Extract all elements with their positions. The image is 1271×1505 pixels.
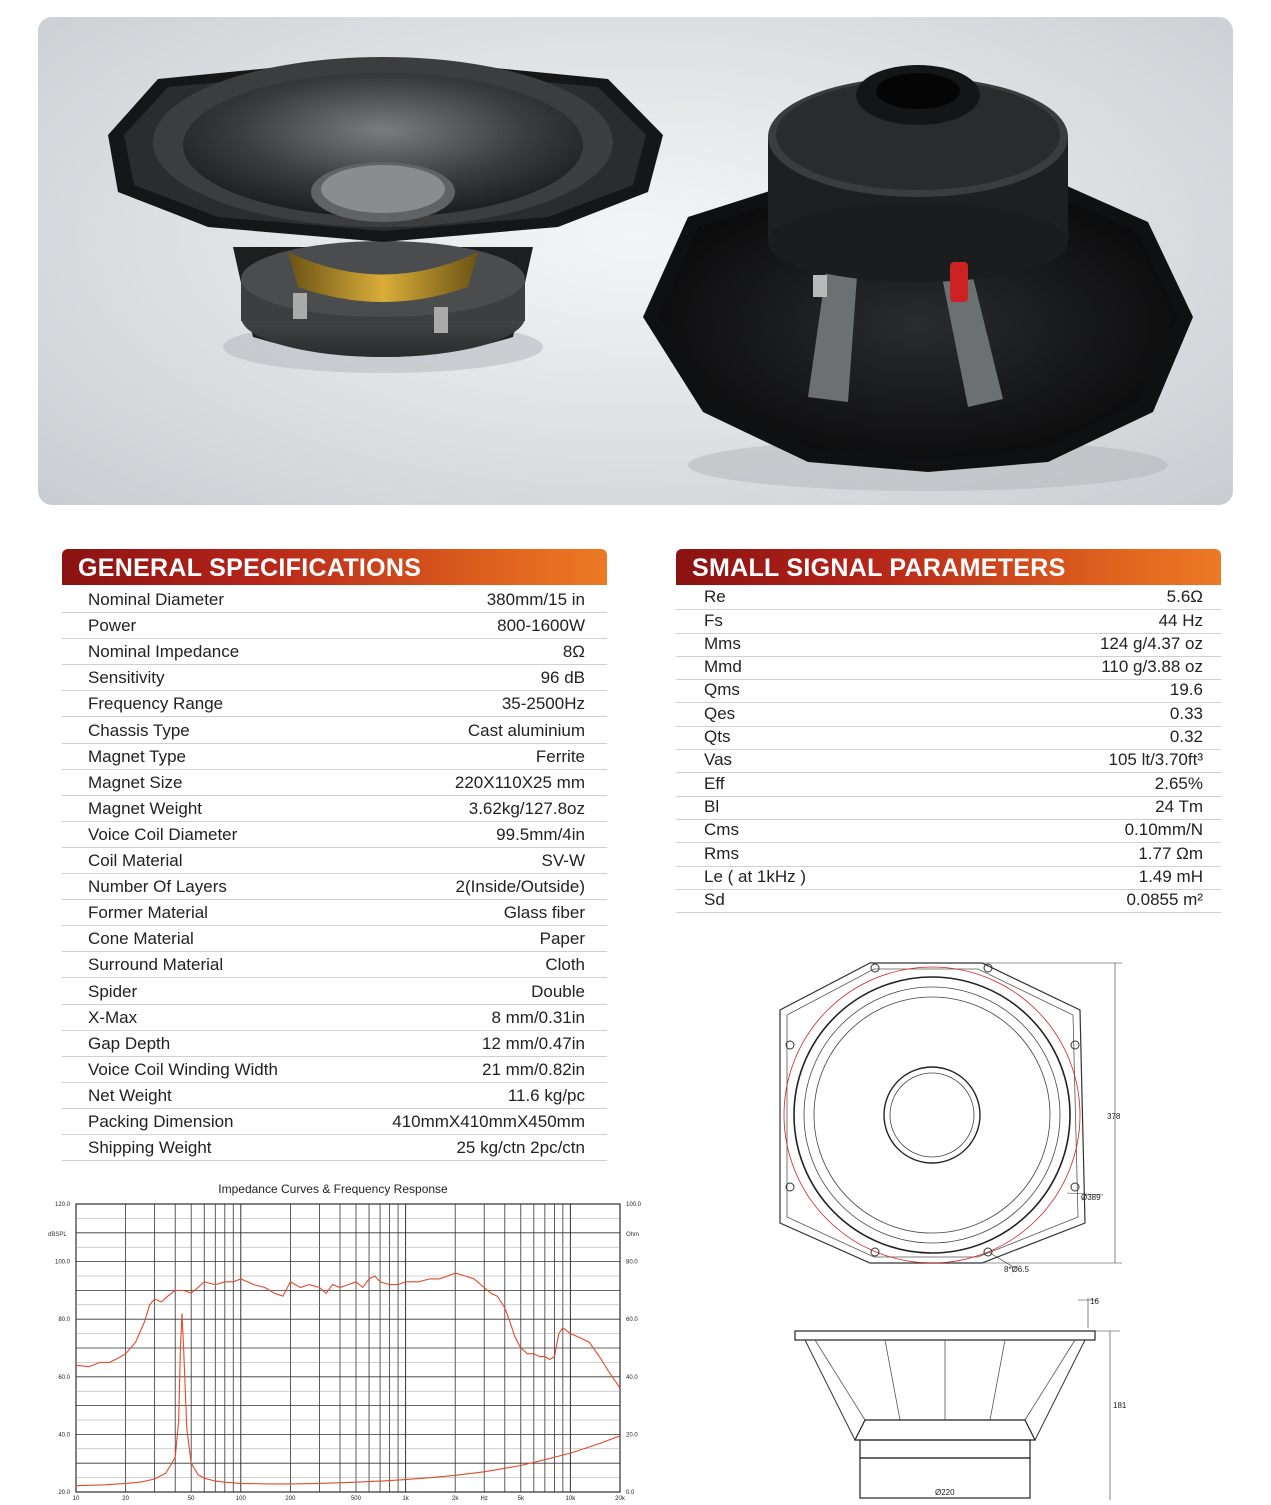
- spec-value: 21 mm/0.82in: [482, 1059, 585, 1079]
- spec-row: [62, 899, 607, 926]
- small-signal-title: SMALL SIGNAL PARAMETERS: [692, 554, 1066, 582]
- spec-value: Cast aluminium: [467, 720, 585, 740]
- spec-label: Voice Coil Diameter: [88, 824, 238, 844]
- spec-value: 105 lt/3.70ft³: [1108, 750, 1203, 770]
- spec-value: 110 g/3.88 oz: [1101, 657, 1203, 677]
- spec-row: [62, 1056, 607, 1083]
- side-dimension-drawing: [780, 1290, 1140, 1500]
- spec-label: Qes: [704, 703, 736, 723]
- spec-label: Magnet Size: [88, 772, 183, 792]
- x-tick-label: 10k: [565, 1496, 576, 1500]
- spec-value: Double: [531, 981, 585, 1001]
- spec-row: [62, 638, 607, 665]
- spec-label: Shipping Weight: [88, 1138, 212, 1158]
- spec-label: Frequency Range: [88, 694, 224, 714]
- spec-row: [62, 795, 607, 822]
- y-left-tick-label: 80.0: [58, 1317, 70, 1324]
- y-right-axis-label: Ohm: [626, 1232, 640, 1238]
- spec-row: [676, 866, 1221, 890]
- spec-value: 19.6: [1169, 680, 1203, 700]
- spec-row: [62, 743, 607, 770]
- spec-label: Number Of Layers: [88, 877, 227, 897]
- spec-value: Ferrite: [535, 746, 585, 766]
- x-tick-label: 10: [72, 1496, 80, 1500]
- spec-row: [676, 633, 1221, 657]
- spec-label: Net Weight: [88, 1085, 172, 1105]
- x-unit-label: Hz: [480, 1496, 488, 1500]
- small-signal-table: [676, 586, 1221, 921]
- spec-value: 0.0855 m²: [1126, 890, 1203, 910]
- spec-row: [62, 925, 607, 952]
- spec-label: X-Max: [88, 1007, 138, 1027]
- small-signal-header: [676, 549, 1221, 585]
- spec-value: 12 mm/0.47in: [482, 1033, 585, 1053]
- spec-label: Power: [88, 616, 137, 636]
- spec-label: Coil Material: [88, 851, 183, 871]
- spec-value: Paper: [539, 929, 585, 949]
- spec-row: [676, 609, 1221, 633]
- spec-value: 0.10mm/N: [1124, 820, 1203, 840]
- impedance-frequency-chart: [38, 1176, 648, 1500]
- spec-value: 0.33: [1169, 703, 1203, 723]
- dim-height-label: 378: [1107, 1112, 1121, 1121]
- spec-row: [62, 951, 607, 978]
- spec-label: Qts: [704, 727, 731, 747]
- spec-value: 44 Hz: [1158, 610, 1203, 630]
- spec-label: Magnet Weight: [88, 798, 203, 818]
- product-photo: [38, 17, 1233, 505]
- y-left-tick-label: 20.0: [58, 1490, 70, 1496]
- spec-row: [676, 842, 1221, 866]
- spec-value: 124 g/4.37 oz: [1099, 633, 1203, 653]
- dim-magnet-label: Ø220: [935, 1488, 955, 1497]
- spec-value: 96 dB: [540, 668, 585, 688]
- general-specs-table: [62, 586, 607, 1160]
- spec-label: Rms: [704, 843, 739, 863]
- spec-row: [62, 1004, 607, 1031]
- spec-row: [62, 1134, 607, 1161]
- spec-row: [62, 821, 607, 848]
- spec-value: 0.32: [1169, 727, 1203, 747]
- spec-row: [62, 690, 607, 717]
- spec-label: Eff: [704, 773, 725, 793]
- spec-value: 220X110X25 mm: [454, 772, 585, 792]
- general-specs-title: GENERAL SPECIFICATIONS: [78, 554, 422, 582]
- x-tick-label: 100: [235, 1496, 246, 1500]
- product-photo-panel: [38, 17, 1233, 505]
- spec-value: 5.6Ω: [1166, 587, 1203, 607]
- spec-row: [62, 1082, 607, 1109]
- spec-label: Cms: [704, 820, 739, 840]
- spec-value: 380mm/15 in: [486, 590, 585, 610]
- spec-row: [676, 586, 1221, 610]
- chart-svg: [38, 1176, 648, 1500]
- x-tick-label: 2k: [452, 1496, 459, 1500]
- spec-row: [62, 873, 607, 900]
- spec-label: Le ( at 1kHz ): [704, 866, 807, 886]
- spec-value: 3.62kg/127.8oz: [468, 798, 585, 818]
- spec-label: Bl: [704, 796, 720, 816]
- spec-row: [62, 1030, 607, 1057]
- spec-value: 410mmX410mmX450mm: [392, 1112, 585, 1132]
- spec-value: 11.6 kg/pc: [507, 1085, 585, 1105]
- spec-value: 800-1600W: [497, 616, 585, 636]
- spec-label: Surround Material: [88, 955, 224, 975]
- spec-label: Vas: [704, 750, 733, 770]
- y-left-tick-label: 120.0: [54, 1202, 70, 1208]
- spec-label: Cone Material: [88, 929, 194, 949]
- x-tick-label: 5k: [517, 1496, 524, 1500]
- general-specs-header: [62, 549, 607, 585]
- spec-row: [676, 819, 1221, 843]
- spec-label: Mmd: [704, 657, 742, 677]
- spec-row: [62, 1108, 607, 1135]
- spec-label: Mms: [704, 633, 741, 653]
- spec-row: [62, 847, 607, 874]
- y-right-tick-label: 20.0: [626, 1432, 638, 1439]
- spec-value: 1.49 mH: [1138, 866, 1203, 886]
- x-tick-label: 20k: [615, 1496, 625, 1500]
- spec-label: Packing Dimension: [88, 1112, 234, 1132]
- dim-diameter-label: Ø389: [1081, 1193, 1101, 1202]
- x-tick-label: 20: [122, 1496, 129, 1500]
- impedance-curve: [76, 1313, 620, 1485]
- spec-label: Former Material: [88, 903, 208, 923]
- spec-label: Gap Depth: [88, 1033, 171, 1053]
- spec-row: [676, 726, 1221, 750]
- spec-label: Nominal Diameter: [88, 590, 225, 610]
- spec-row: [676, 796, 1221, 820]
- y-right-tick-label: 40.0: [626, 1374, 638, 1381]
- x-tick-label: 500: [350, 1496, 361, 1500]
- spec-label: Qms: [704, 680, 740, 700]
- dim-depth-label: 181: [1113, 1401, 1127, 1410]
- spec-label: Voice Coil Winding Width: [88, 1059, 278, 1079]
- spec-row: [62, 769, 607, 796]
- x-tick-label: 200: [285, 1496, 296, 1500]
- spec-value: 8 mm/0.31in: [491, 1007, 585, 1027]
- y-right-tick-label: 80.0: [626, 1259, 638, 1266]
- speaker-rear-view: [643, 65, 1193, 491]
- spec-row: [62, 664, 607, 691]
- spec-label: Nominal Impedance: [88, 642, 240, 662]
- spec-row: [62, 612, 607, 639]
- y-left-tick-label: 100.0: [54, 1259, 70, 1266]
- spec-label: Re: [704, 587, 726, 607]
- front-dimension-drawing: [770, 955, 1140, 1275]
- spec-row: [62, 717, 607, 744]
- spec-label: Sensitivity: [88, 668, 165, 688]
- dim-holes-label: 8*Ø6.5: [1004, 1265, 1029, 1274]
- y-left-tick-label: 40.0: [58, 1432, 70, 1439]
- spec-label: Fs: [704, 610, 723, 630]
- x-tick-label: 50: [187, 1496, 195, 1500]
- dim-flange-label: 16: [1090, 1297, 1099, 1306]
- y-right-tick-label: 0.0: [626, 1490, 635, 1496]
- y-left-axis-label: dBSPL: [48, 1232, 67, 1238]
- spec-value: 1.77 Ωm: [1138, 843, 1203, 863]
- spec-value: 2(Inside/Outside): [455, 877, 585, 897]
- spec-row: [676, 772, 1221, 796]
- speaker-front-view: [108, 57, 663, 373]
- spec-row: [62, 978, 607, 1005]
- spec-value: 24 Tm: [1155, 796, 1203, 816]
- spec-row: [62, 586, 607, 613]
- chart-title: Impedance Curves & Frequency Response: [218, 1182, 448, 1196]
- spec-value: 25 kg/ctn 2pc/ctn: [456, 1138, 585, 1158]
- y-right-tick-label: 60.0: [626, 1317, 638, 1324]
- x-tick-label: 1k: [402, 1496, 409, 1500]
- spec-row: [676, 656, 1221, 680]
- spec-row: [676, 889, 1221, 913]
- spec-label: Magnet Type: [88, 746, 186, 766]
- spec-value: SV-W: [541, 851, 585, 871]
- spec-label: Chassis Type: [88, 720, 190, 740]
- spec-label: Sd: [704, 890, 725, 910]
- spec-value: Glass fiber: [503, 903, 585, 923]
- spec-row: [676, 679, 1221, 703]
- y-left-tick-label: 60.0: [58, 1374, 70, 1381]
- spec-row: [676, 703, 1221, 727]
- spec-label: Spider: [88, 981, 138, 1001]
- spec-value: 8Ω: [562, 642, 585, 662]
- spec-value: Cloth: [545, 955, 585, 975]
- y-right-tick-label: 100.0: [626, 1202, 642, 1208]
- spec-value: 35-2500Hz: [501, 694, 585, 714]
- spec-row: [676, 749, 1221, 773]
- spec-value: 2.65%: [1154, 773, 1203, 793]
- spec-value: 99.5mm/4in: [496, 824, 585, 844]
